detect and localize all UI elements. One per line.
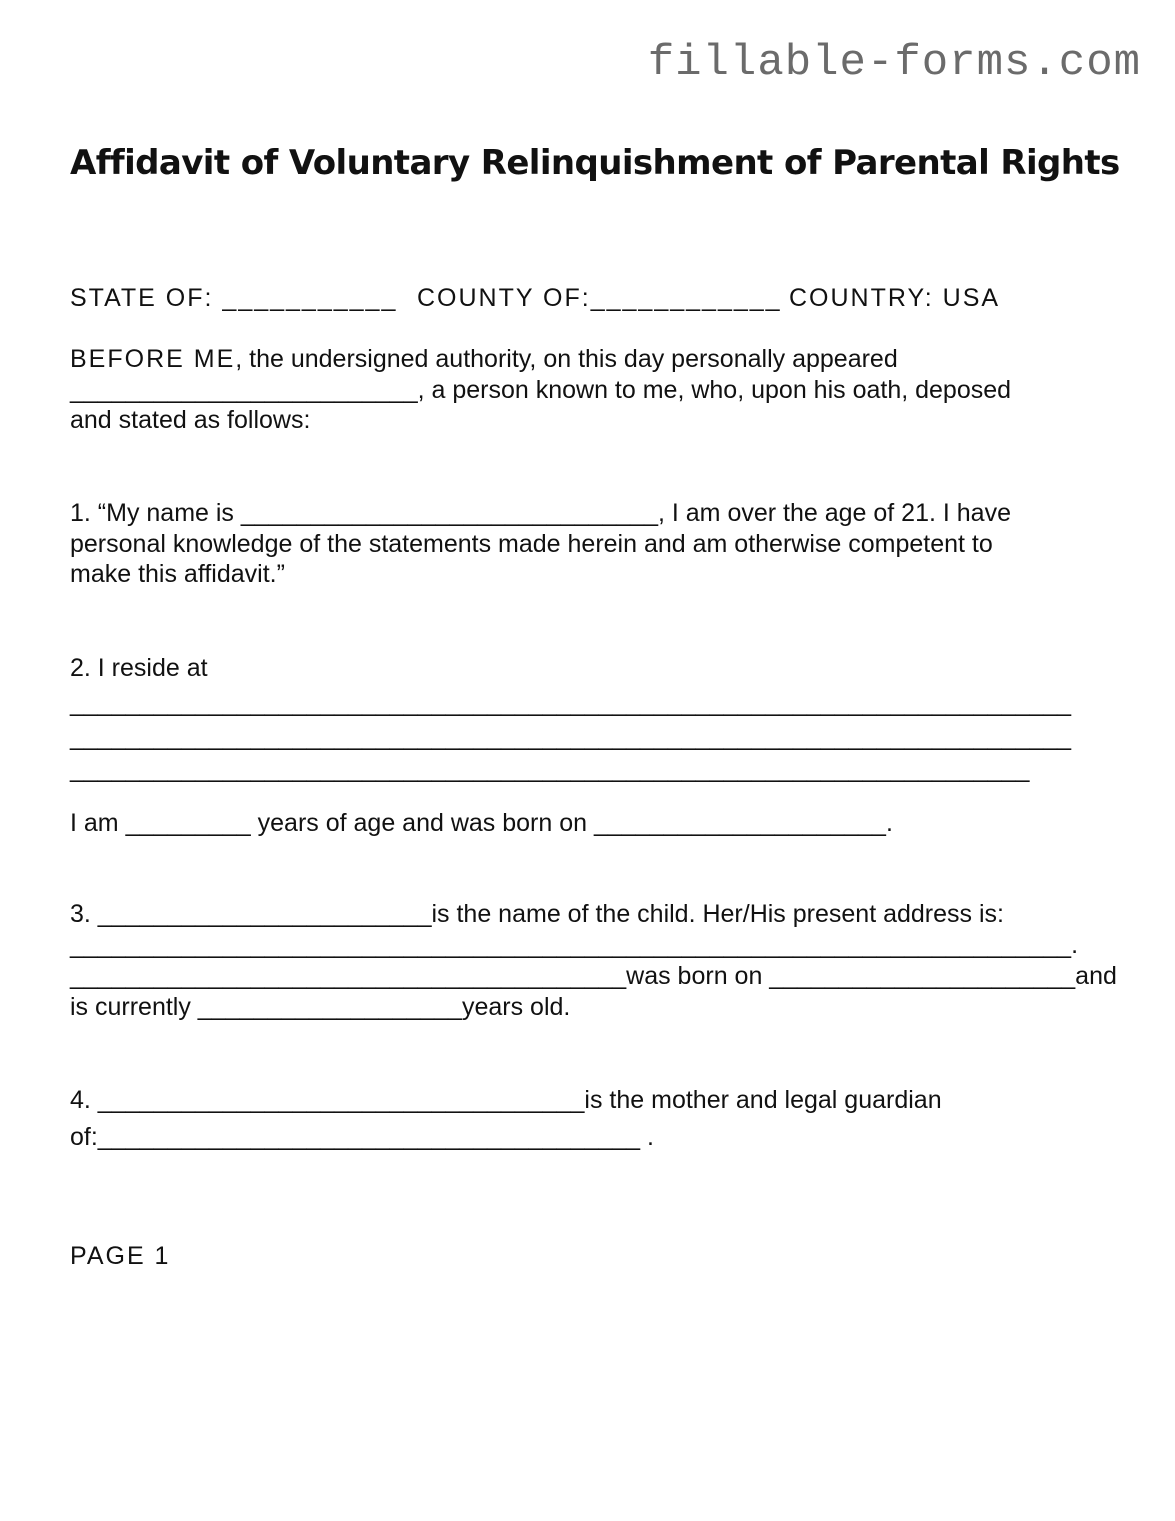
county-field: COUNTY OF:____________ [417,284,782,312]
state-field: STATE OF: ___________ [70,284,398,312]
section-1-line-2: personal knowledge of the statements made herein and am otherwise competent to [70,530,993,558]
before-me-text: BEFORE ME [70,345,236,373]
intro-line-3: and stated as follows: [70,406,311,434]
section-4-line-2: of:_______________________________________ . [70,1123,654,1151]
intro-line-1 [70,344,898,375]
intro-line-1-rest: , the undersigned authority, on this day personally appeared [235,345,898,373]
address-blank-2: ________________________________________________________________________ [70,723,1072,751]
section-3-line-3: ________________________________________was born on ______________________and [70,962,1117,990]
section-3-line-2: ________________________________________________________________________. [70,931,1079,959]
watermark: fillable-forms.com [647,38,1141,88]
page-label: PAGE 1 [70,1242,171,1270]
document-title: Affidavit of Voluntary Relinquishment of Parental Rights [70,143,1120,183]
section-1-line-1: 1. “My name is ______________________________, I am over the age of 21. I have [70,499,1011,527]
address-blank-1: ________________________________________________________________________ [70,689,1072,717]
section-3-line-4: is currently ___________________years old. [70,993,571,1021]
section-2-line-1: 2. I reside at [70,654,208,682]
intro-line-2: _________________________, a person known to me, who, upon his oath, deposed [70,376,1012,404]
address-blank-3: _____________________________________________________________________ [70,755,1030,783]
age-line: I am _________ years of age and was born on _____________________. [70,809,893,837]
section-1-line-3: make this affidavit.” [70,560,285,588]
section-3-line-1: 3. ________________________is the name of the child. Her/His present address is: [70,900,1004,928]
section-4-line-1: 4. ___________________________________is the mother and legal guardian [70,1086,942,1114]
country-field: COUNTRY: USA [789,284,1001,312]
